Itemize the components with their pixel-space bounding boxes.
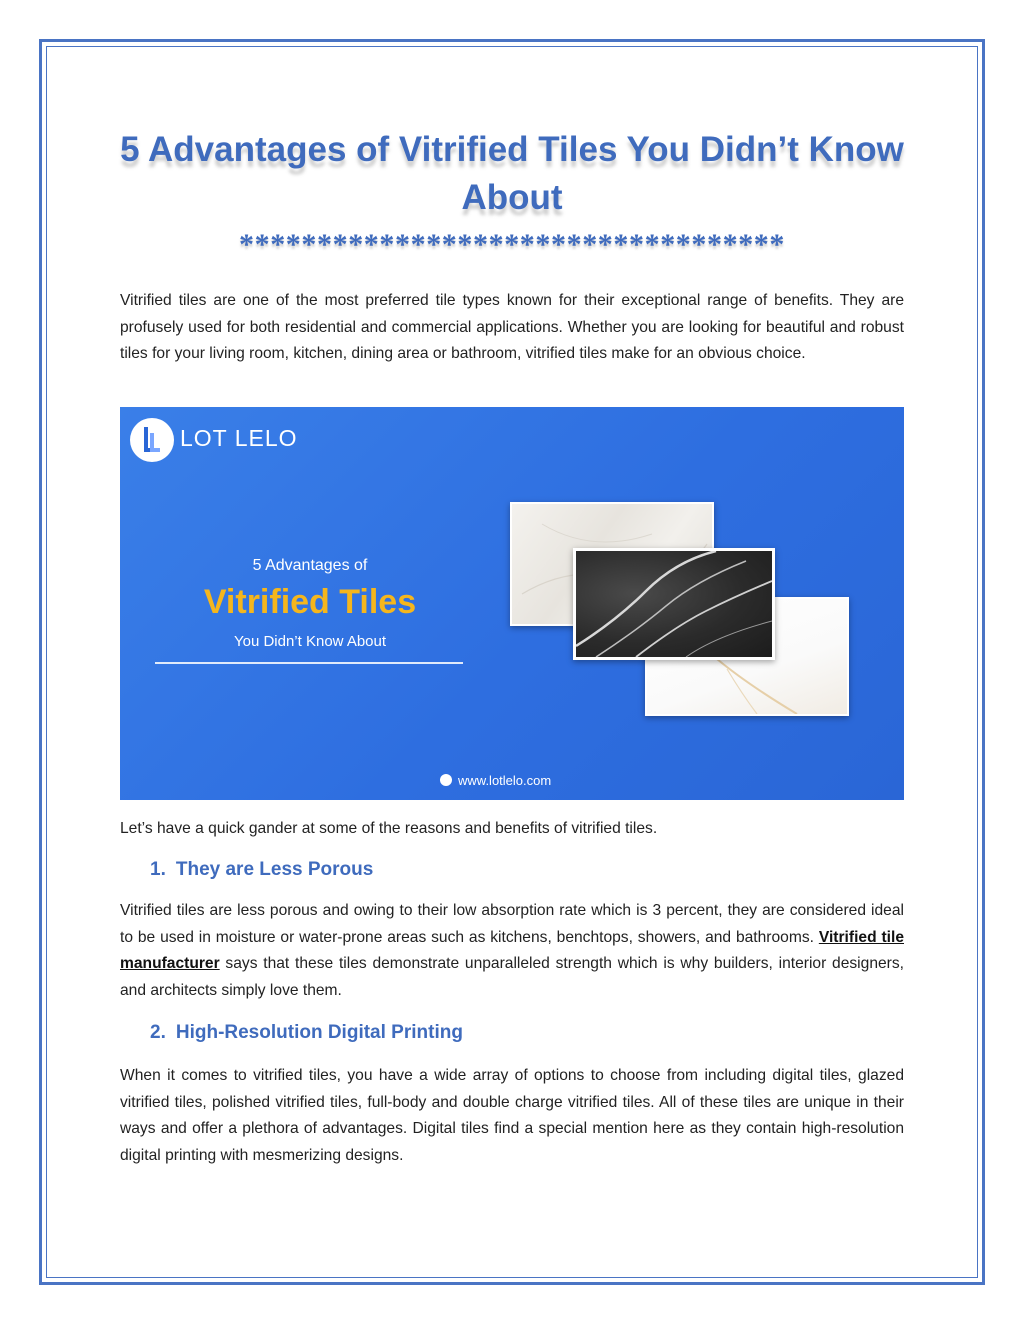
section-2-heading <box>150 1020 463 1046</box>
section-1-text-before: Vitrified tiles are less porous and owing to their low absorption rate which is 3 percent, they are considered ideal to be used in moisture or water-prone areas such as kitchens, benchtops, showers, and bathrooms. <box>120 902 904 946</box>
black-marble-tile-image <box>573 548 775 660</box>
vitrified-tile-manufacturer-link[interactable]: Vitrified tile manufacturer <box>120 928 904 972</box>
section-2-paragraph: When it comes to vitrified tiles, you have a wide array of options to choose from including digital tiles, glazed vitrified tiles, polished vitrified tiles, full-body and double charge vitrified tiles. All of these tiles are unique in their ways and offer a plethora of advantages. Digital tiles find a special mention here as they contain high-resolution digital printing with mesmerizing designs. <box>120 1067 904 1164</box>
section-2-number: 2. <box>150 1022 166 1043</box>
section-1-heading <box>150 857 373 883</box>
section-1-paragraph <box>120 898 904 1004</box>
banner-image <box>120 407 904 800</box>
banner-headline-small: 5 Advantages of <box>252 557 368 574</box>
section-2-title: High-Resolution Digital Printing <box>175 1022 463 1043</box>
banner-website <box>440 773 551 788</box>
banner-underline <box>155 662 463 664</box>
title-divider-stars: *********************************** <box>239 228 785 261</box>
intro-paragraph: Vitrified tiles are one of the most preferred tile types known for their exceptional range of benefits. They are profusely used for both residential and commercial applications. Whether you are looking for beautiful and robust tiles for your living room, kitchen, dining area or bathroom, vitrified tiles make for an obvious choice. <box>120 292 904 362</box>
lead-paragraph: Let’s have a quick gander at some of the reasons and benefits of vitrified tiles. <box>120 820 658 837</box>
section-1-number: 1. <box>150 859 166 880</box>
banner-headline-sub: You Didn’t Know About <box>233 633 387 650</box>
globe-icon <box>440 774 452 786</box>
logo-text: LOT LELO <box>180 425 298 451</box>
section-1-title: They are Less Porous <box>175 859 374 880</box>
lotlelo-logo-icon <box>130 418 174 462</box>
page-title: 5 Advantages of Vitrified Tiles You Didn’t Know About <box>120 130 904 217</box>
section-1-text-after: says that these tiles demonstrate unparalleled strength which is why builders, interior designers, and architects simply love them. <box>120 955 904 999</box>
banner-headline-big: Vitrified Tiles <box>203 583 417 621</box>
banner-website-text: www.lotlelo.com <box>458 773 552 788</box>
